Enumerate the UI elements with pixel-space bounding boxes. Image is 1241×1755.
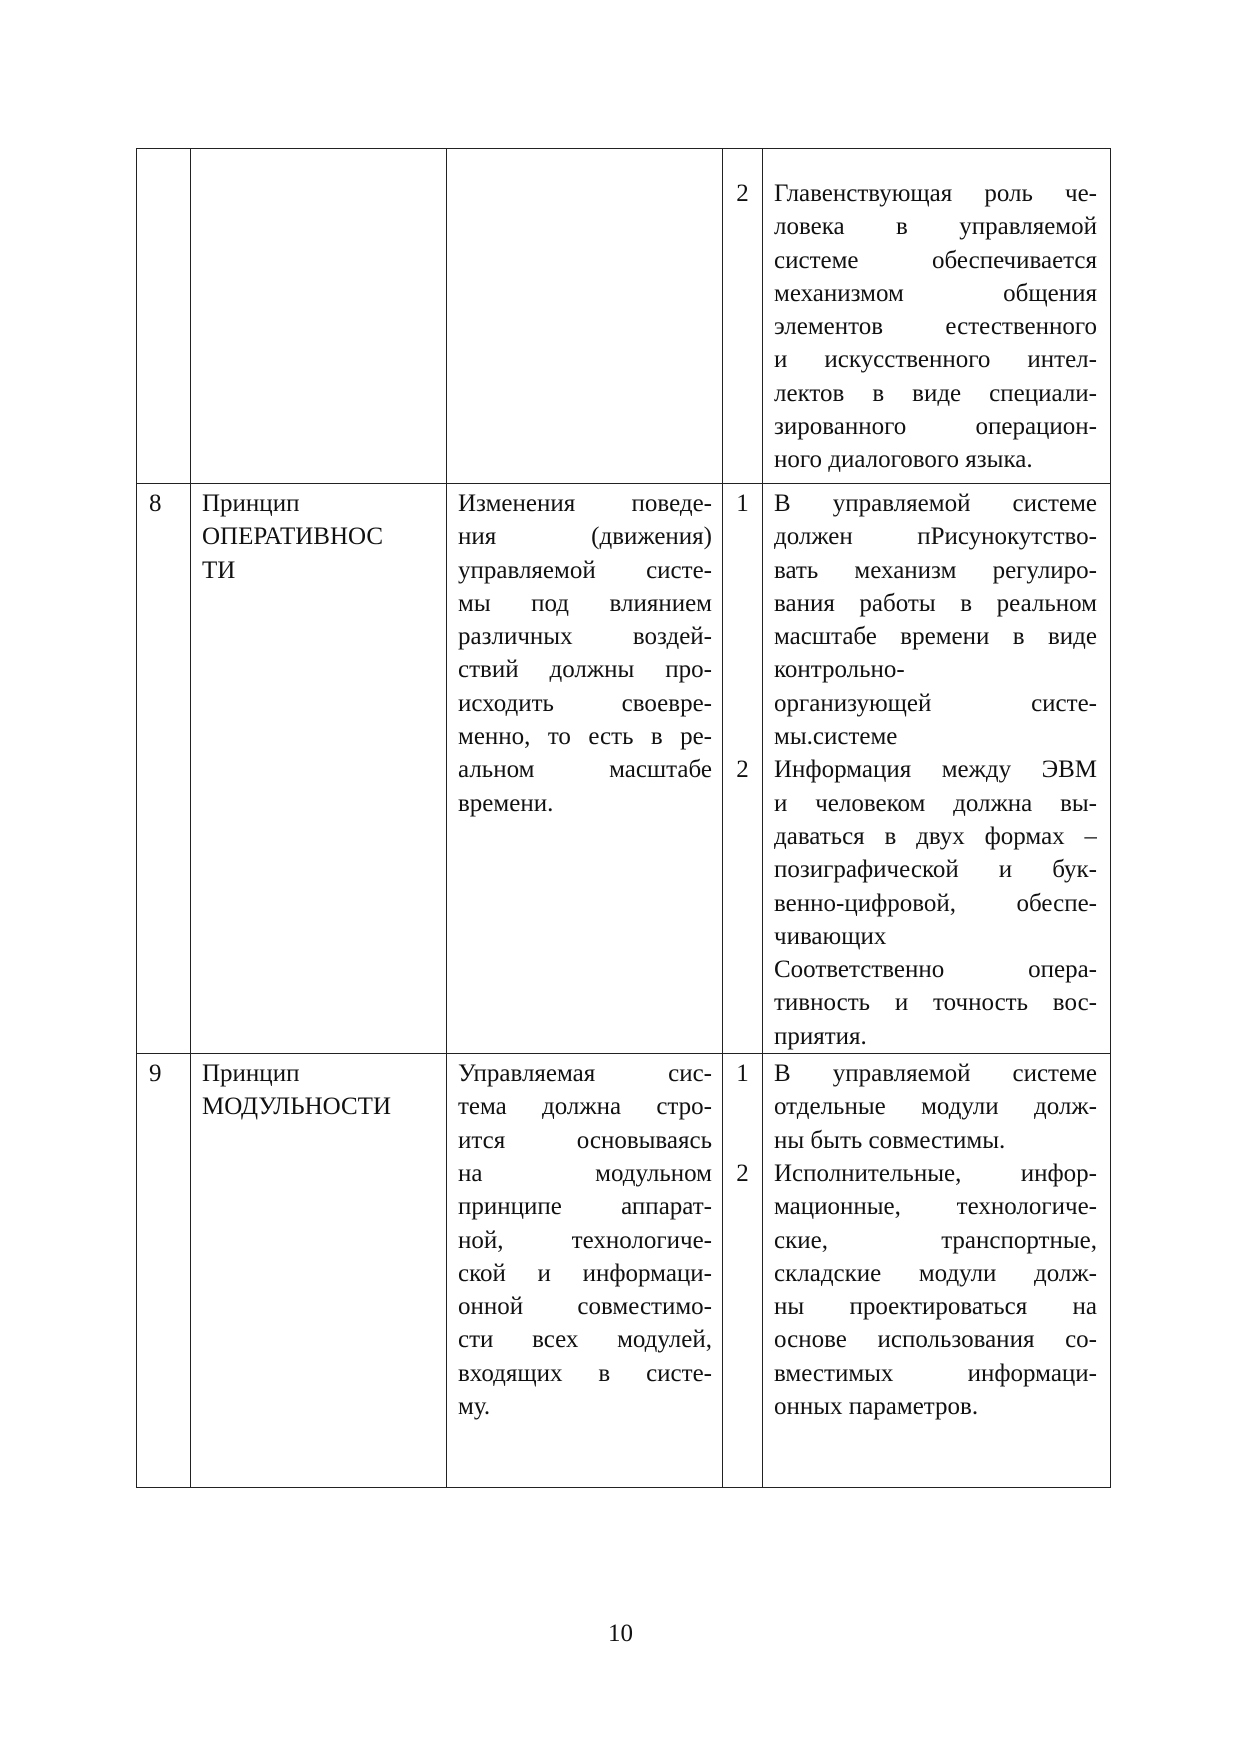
page-number: 10 xyxy=(608,1620,633,1647)
requirement-text-cell xyxy=(763,1054,1111,1488)
row-number-cell xyxy=(137,149,191,484)
text-line: складские модули долж- xyxy=(774,1259,1097,1287)
principle-name-cell xyxy=(191,484,447,1054)
item-index: 1 xyxy=(736,490,749,517)
requirement-text-cell xyxy=(763,484,1111,1054)
principle-description-cell xyxy=(447,149,723,484)
text-line: ного диалогового языка. xyxy=(774,446,1033,474)
desc-line: исходить своевре- xyxy=(458,689,712,717)
text-line: чивающих xyxy=(774,922,887,950)
table-row xyxy=(137,484,1111,1054)
text-line: Главенствующая роль че- xyxy=(774,180,1097,207)
item-index-cell xyxy=(723,484,763,1054)
text-line: тивность и точность вос- xyxy=(774,989,1097,1017)
desc-line: альном масштабе xyxy=(458,756,712,784)
text-line: вания работы в реальном xyxy=(774,589,1097,617)
text-line: механизмом общения xyxy=(774,279,1097,307)
principle-name-cell xyxy=(191,149,447,484)
text-line: онных параметров. xyxy=(774,1393,979,1421)
text-line: лектов в виде специали- xyxy=(774,379,1097,407)
desc-line: ной, технологиче- xyxy=(458,1226,712,1254)
name-line: ОПЕРАТИВНОС xyxy=(202,523,384,551)
item-index: 2 xyxy=(736,180,749,207)
desc-line: тема должна стро- xyxy=(458,1093,712,1121)
item-index: 2 xyxy=(736,756,749,784)
text-line: венно-цифровой, обеспе- xyxy=(774,889,1097,917)
principle-description-cell xyxy=(447,484,723,1054)
desc-line: ится основываясь xyxy=(458,1126,712,1154)
row-number-cell xyxy=(137,484,191,1054)
desc-line: Изменения поведе- xyxy=(458,490,712,517)
text-line: вместимых информаци- xyxy=(774,1359,1097,1387)
text-line: основе использования со- xyxy=(774,1326,1097,1354)
item-index-cell xyxy=(723,1054,763,1488)
desc-line: времени. xyxy=(458,789,554,817)
text-line: масштабе времени в виде xyxy=(774,623,1097,651)
text-line: мационные, технологиче- xyxy=(774,1193,1097,1221)
item-index: 2 xyxy=(736,1159,749,1187)
text-line: отдельные модули долж- xyxy=(774,1093,1097,1121)
text-line: приятия. xyxy=(774,1022,867,1050)
text-line: позиграфической и бук- xyxy=(774,856,1097,884)
row-number-cell xyxy=(137,1054,191,1488)
name-line: Принцип xyxy=(202,1060,300,1088)
desc-line: ния (движения) xyxy=(458,523,712,551)
desc-line: на модульном xyxy=(458,1159,712,1187)
item-index-cell xyxy=(723,149,763,484)
desc-line: Управляемая сис- xyxy=(458,1060,712,1088)
desc-line: ской и информаци- xyxy=(458,1259,712,1287)
table-row xyxy=(137,149,1111,484)
text-line: организующей систе- xyxy=(774,689,1097,717)
name-line: МОДУЛЬНОСТИ xyxy=(202,1093,392,1121)
text-line: и искусственного интел- xyxy=(774,346,1097,374)
principle-description-cell xyxy=(447,1054,723,1488)
text-line: элементов естественного xyxy=(774,313,1097,341)
name-line: Принцип xyxy=(202,490,300,517)
text-line: ны проектироваться на xyxy=(774,1293,1097,1321)
desc-line: управляемой систе- xyxy=(458,556,712,584)
item-index: 1 xyxy=(736,1060,749,1088)
desc-line: мы под влиянием xyxy=(458,589,712,617)
text-line: ские, транспортные, xyxy=(774,1226,1097,1254)
table-row xyxy=(137,1054,1111,1488)
text-line: Соответственно опера- xyxy=(774,956,1097,984)
desc-line: му. xyxy=(458,1393,491,1421)
text-line: ны быть совместимы. xyxy=(774,1126,1006,1154)
desc-line: ствий должны про- xyxy=(458,656,712,684)
desc-line: сти всех модулей, xyxy=(458,1326,712,1354)
text-line: Информация между ЭВМ xyxy=(774,756,1097,784)
text-line: В управляемой системе xyxy=(774,490,1097,517)
desc-line: менно, то есть в ре- xyxy=(458,723,712,751)
text-line: даваться в двух формах – xyxy=(774,822,1097,850)
requirement-text-cell xyxy=(763,149,1111,484)
text-line: системе обеспечивается xyxy=(774,246,1097,274)
desc-line: онной совместимо- xyxy=(458,1293,712,1321)
text-line: Исполнительные, инфор- xyxy=(774,1159,1097,1187)
row-number: 9 xyxy=(149,1060,162,1088)
text-line: должен пРисунокутство- xyxy=(774,523,1097,551)
text-line: и человеком должна вы- xyxy=(774,789,1097,817)
text-line: ловека в управляемой xyxy=(774,213,1097,241)
desc-line: различных воздей- xyxy=(458,623,712,651)
text-line: вать механизм регулиро- xyxy=(774,556,1097,584)
principle-name-cell xyxy=(191,1054,447,1488)
row-number: 8 xyxy=(149,490,162,517)
text-line: мы.системе xyxy=(774,723,898,751)
name-line: ТИ xyxy=(202,556,236,584)
text-line: контрольно- xyxy=(774,656,905,684)
desc-line: входящих в систе- xyxy=(458,1359,712,1387)
desc-line: принципе аппарат- xyxy=(458,1193,712,1221)
text-line: зированного операцион- xyxy=(774,413,1097,441)
text-line: В управляемой системе xyxy=(774,1060,1097,1088)
principles-table xyxy=(136,148,1111,1488)
